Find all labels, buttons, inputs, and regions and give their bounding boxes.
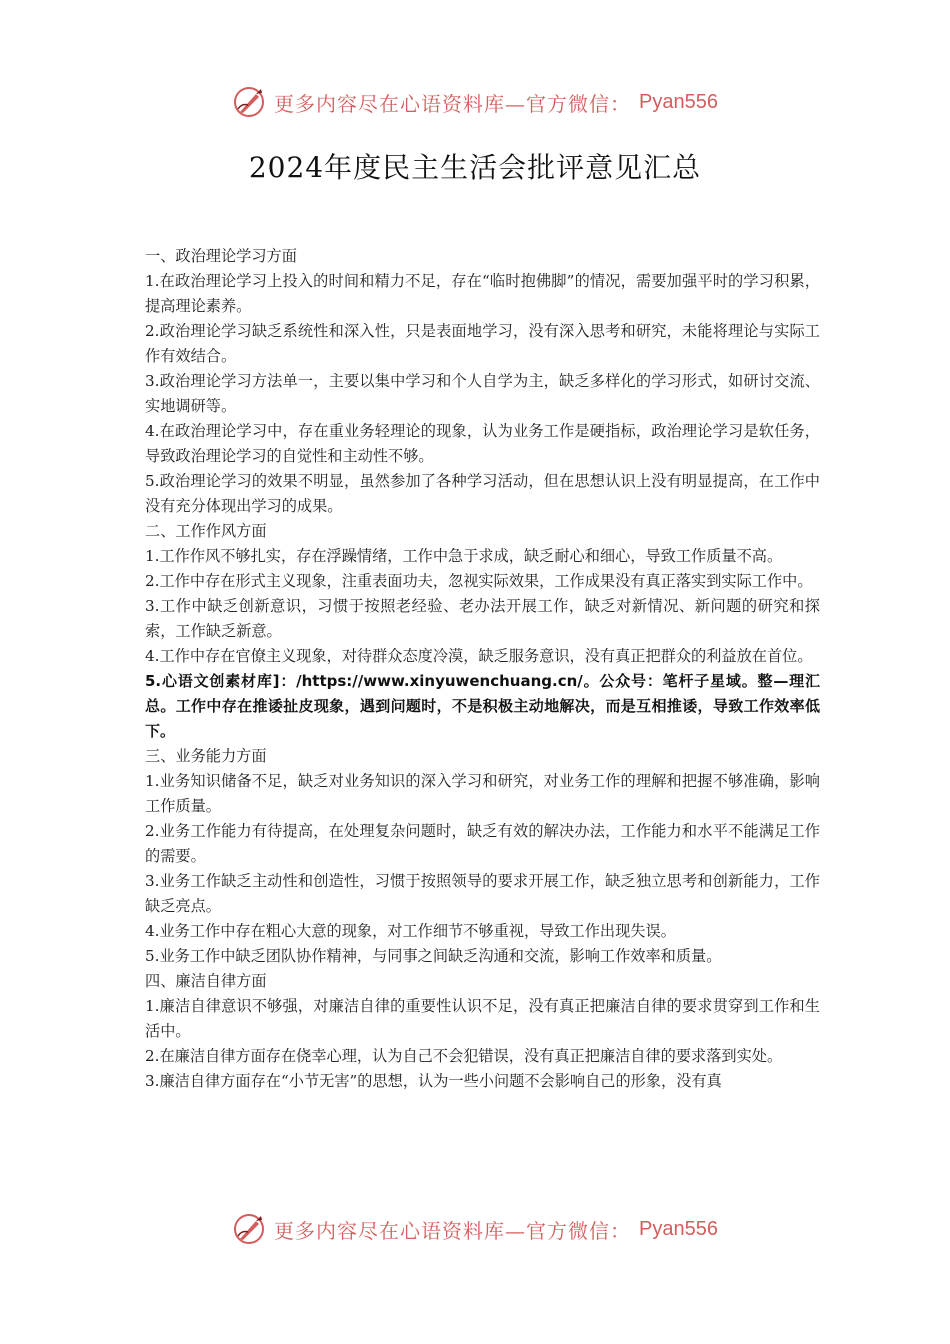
- list-item: 3.业务工作缺乏主动性和创造性，习惯于按照领导的要求开展工作，缺乏独立思考和创新能力，工作缺乏亮点。: [145, 872, 820, 915]
- list-item: 1.工作作风不够扎实，存在浮躁情绪，工作中急于求成，缺乏耐心和细心，导致工作质量不高。: [145, 547, 783, 565]
- document-title: 2024年度民主生活会批评意见汇总: [248, 151, 702, 184]
- list-item: 3.廉洁自律方面存在“小节无害”的思想，认为一些小问题不会影响自己的形象，没有真: [145, 1072, 722, 1090]
- list-item: 1.在政治理论学习上投入的时间和精力不足，存在“临时抱佛脚”的情况，需要加强平时的学习积累，提高理论素养。: [145, 272, 820, 315]
- list-item-highlight: 5.心语文创素材库]：/https://www.xinyuwenchuang.cn/。公众号：笔杆子星域。整—理汇总。工作中存在推诿扯皮现象，遇到问题时，不是积极主动地解决，而是互相推诿，导致工作效率低下。: [145, 672, 820, 740]
- banner-text: 更多内容尽在心语资料库—官方微信：: [274, 1218, 632, 1243]
- section-heading: 二、工作作风方面: [145, 522, 267, 540]
- list-item: 3.政治理论学习方法单一，主要以集中学习和个人自学为主，缺乏多样化的学习形式，如研讨交流、实地调研等。: [145, 372, 820, 415]
- document-body: [145, 244, 820, 1094]
- quill-logo-icon: [232, 85, 266, 119]
- list-item: 4.工作中存在官僚主义现象，对待群众态度冷漠，缺乏服务意识，没有真正把群众的利益放在首位。: [145, 647, 813, 665]
- section-heading: 四、廉洁自律方面: [145, 972, 267, 990]
- section-heading: 三、业务能力方面: [145, 747, 267, 765]
- list-item: 4.在政治理论学习中，存在重业务轻理论的现象，认为业务工作是硬指标，政治理论学习是软任务，导致政治理论学习的自觉性和主动性不够。: [145, 422, 820, 465]
- list-item: 1.业务知识储备不足，缺乏对业务知识的深入学习和研究，对业务工作的理解和把握不够准确，影响工作质量。: [145, 772, 820, 815]
- list-item: 2.工作中存在形式主义现象，注重表面功夫，忽视实际效果，工作成果没有真正落实到实际工作中。: [145, 572, 813, 590]
- list-item: 1.廉洁自律意识不够强，对廉洁自律的重要性认识不足，没有真正把廉洁自律的要求贯穿到工作和生活中。: [145, 997, 820, 1040]
- list-item: 5.政治理论学习的效果不明显，虽然参加了各种学习活动，但在思想认识上没有明显提高，在工作中没有充分体现出学习的成果。: [145, 472, 820, 515]
- list-item: 4.业务工作中存在粗心大意的现象，对工作细节不够重视，导致工作出现失误。: [145, 922, 676, 940]
- header-banner: [0, 82, 950, 122]
- list-item: 3.工作中缺乏创新意识，习惯于按照老经验、老办法开展工作，缺乏对新情况、新问题的研究和探索，工作缺乏新意。: [145, 597, 820, 640]
- banner-text: 更多内容尽在心语资料库—官方微信：: [274, 91, 632, 116]
- wechat-id: Pyan556: [639, 90, 718, 113]
- section-heading: 一、政治理论学习方面: [145, 247, 297, 265]
- list-item: 5.业务工作中缺乏团队协作精神，与同事之间缺乏沟通和交流，影响工作效率和质量。: [145, 947, 722, 965]
- list-item: 2.在廉洁自律方面存在侥幸心理，认为自己不会犯错误，没有真正把廉洁自律的要求落到实处。: [145, 1047, 783, 1065]
- wechat-id: Pyan556: [639, 1217, 718, 1240]
- quill-logo-icon: [232, 1212, 266, 1246]
- list-item: 2.政治理论学习缺乏系统性和深入性，只是表面地学习，没有深入思考和研究，未能将理论与实际工作有效结合。: [145, 322, 820, 365]
- footer-banner: [0, 1209, 950, 1249]
- list-item: 2.业务工作能力有待提高，在处理复杂问题时，缺乏有效的解决办法，工作能力和水平不能满足工作的需要。: [145, 822, 820, 865]
